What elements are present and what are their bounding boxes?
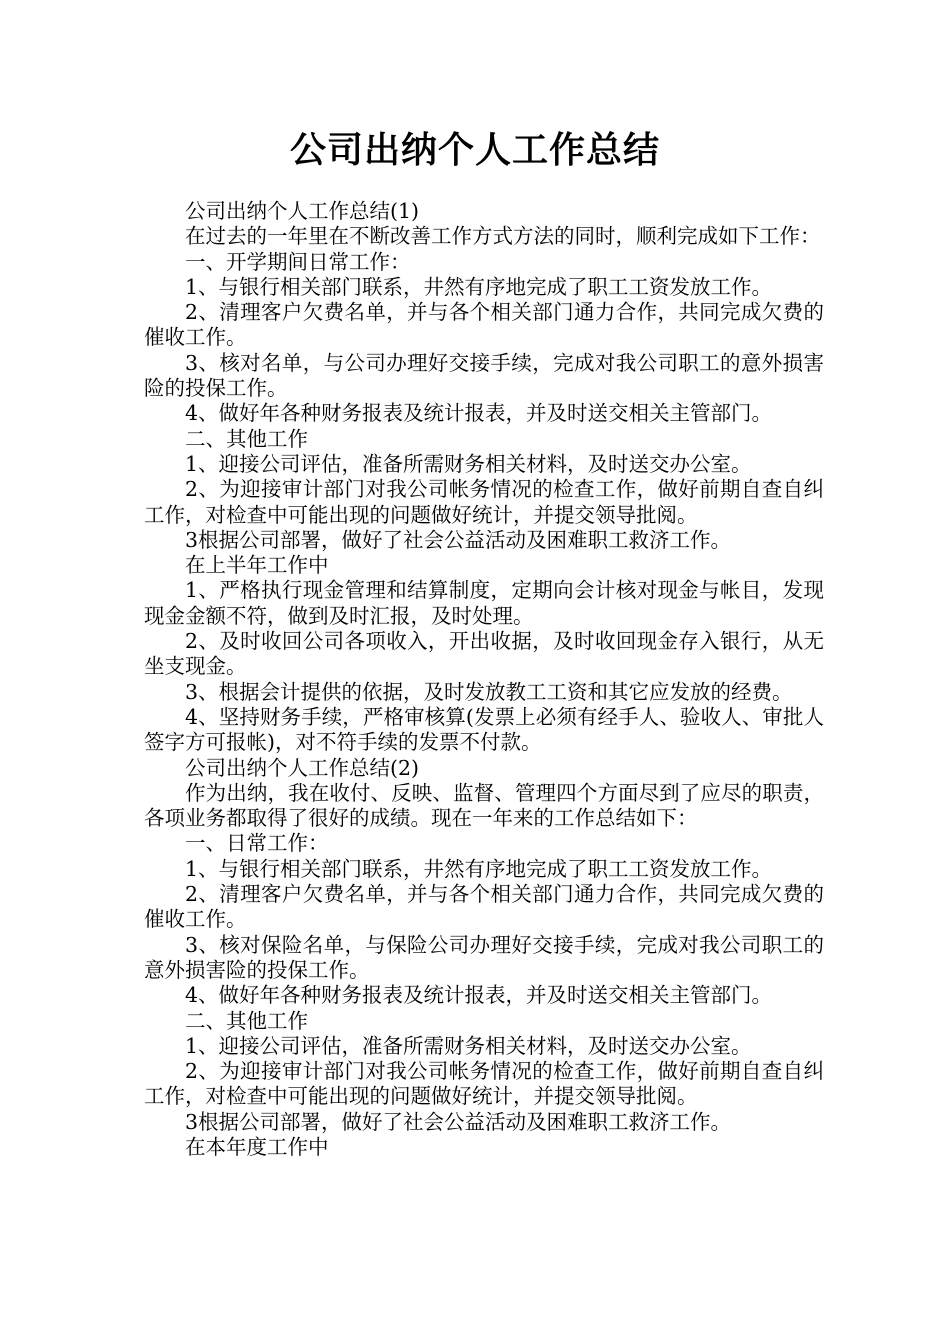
paragraph: 1、迎接公司评估，准备所需财务相关材料，及时送交办公室。 <box>185 1033 752 1058</box>
paragraph: 3、核对保险名单，与保险公司办理好交接手续，完成对我公司职工的意外损害险的投保工作。 <box>144 932 824 982</box>
paragraph: 1、迎接公司评估，准备所需财务相关材料，及时送交办公室。 <box>185 451 752 476</box>
paragraph: 2、清理客户欠费名单，并与各个相关部门通力合作，共同完成欠费的催收工作。 <box>144 882 824 932</box>
paragraph: 在过去的一年里在不断改善工作方式方法的同时，顺利完成如下工作： <box>185 224 821 249</box>
paragraph: 公司出纳个人工作总结(1) <box>185 199 420 223</box>
paragraph: 2、为迎接审计部门对我公司帐务情况的检查工作，做好前期自查自纠工作，对检查中可能出现的问题做好统计，并提交领导批阅。 <box>144 1059 824 1109</box>
paragraph: 2、及时收回公司各项收入，开出收据，及时收回现金存入银行，从无坐支现金。 <box>144 629 824 679</box>
paragraph: 1、严格执行现金管理和结算制度，定期向会计核对现金与帐目，发现现金金额不符，做到及时汇报，及时处理。 <box>144 578 824 628</box>
paragraph: 3根据公司部署，做好了社会公益活动及困难职工救济工作。 <box>185 1109 732 1134</box>
paragraph: 4、做好年各种财务报表及统计报表，并及时送交相关主管部门。 <box>185 401 773 426</box>
paragraph: 1、与银行相关部门联系，井然有序地完成了职工工资发放工作。 <box>185 856 773 881</box>
paragraph: 公司出纳个人工作总结(2) <box>185 755 420 780</box>
paragraph: 一、开学期间日常工作： <box>185 249 411 274</box>
paragraph: 二、其他工作 <box>185 1008 308 1033</box>
paragraph: 作为出纳，我在收付、反映、监督、管理四个方面尽到了应尽的职责，各项业务都取得了很好的成绩。现在一年来的工作总结如下： <box>144 780 824 831</box>
paragraph: 一、日常工作： <box>185 831 329 856</box>
paragraph: 3、根据会计提供的依据，及时发放教工工资和其它应发放的经费。 <box>185 679 793 704</box>
paragraph: 2、为迎接审计部门对我公司帐务情况的检查工作，做好前期自查自纠工作，对检查中可能出现的问题做好统计，并提交领导批阅。 <box>144 477 824 527</box>
paragraph: 二、其他工作 <box>185 426 308 451</box>
document-body <box>144 199 824 1160</box>
paragraph: 3、核对名单，与公司办理好交接手续，完成对我公司职工的意外损害险的投保工作。 <box>144 350 824 401</box>
document-title: 公司出纳个人工作总结 <box>289 130 660 171</box>
paragraph: 在本年度工作中 <box>185 1134 329 1159</box>
paragraph: 4、做好年各种财务报表及统计报表，并及时送交相关主管部门。 <box>185 983 773 1008</box>
paragraph: 4、坚持财务手续，严格审核算(发票上必须有经手人、验收人、审批人签字方可报帐)，对不符手续的发票不付款。 <box>144 704 824 755</box>
paragraph: 在上半年工作中 <box>185 553 329 578</box>
paragraph: 3根据公司部署，做好了社会公益活动及困难职工救济工作。 <box>185 527 732 552</box>
paragraph: 1、与银行相关部门联系，井然有序地完成了职工工资发放工作。 <box>185 274 773 299</box>
paragraph: 2、清理客户欠费名单，并与各个相关部门通力合作，共同完成欠费的催收工作。 <box>144 300 824 350</box>
